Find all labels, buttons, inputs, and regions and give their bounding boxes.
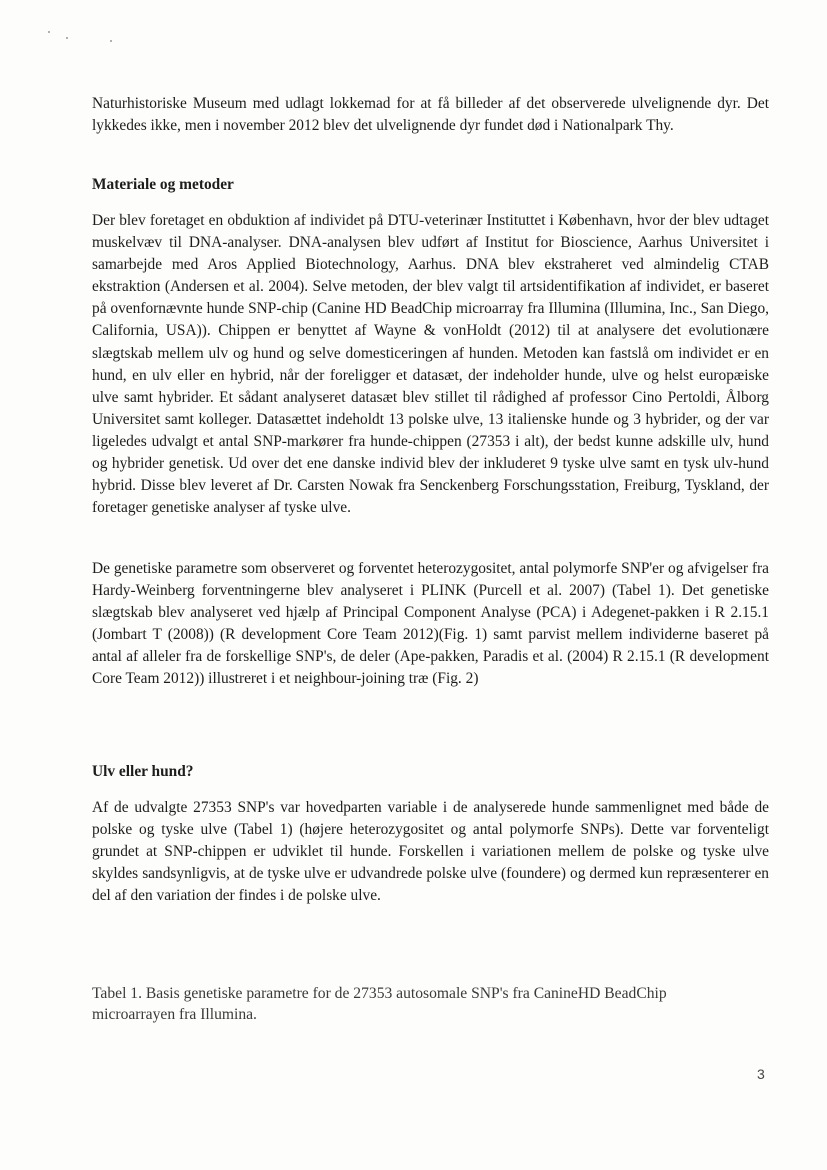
table-caption: Tabel 1. Basis genetiske parametre for de 27353 autosomale SNP's fra CanineHD BeadChip microarrayen fra Illumina. (92, 985, 667, 1023)
methods-paragraph-2-block (92, 558, 769, 691)
intro-paragraph: Naturhistoriske Museum med udlagt lokkemad for at få billeder af det observerede ulvelignende dyr. Det lykkedes ikke, men i november 2012 blev det ulvelignende dyr fundet død i Nationalpark Thy. (92, 95, 769, 135)
page-number: 3 (757, 1066, 765, 1082)
methods-heading-block (92, 174, 769, 196)
section-heading-methods: Materiale og metoder (92, 176, 234, 193)
table-caption-block (92, 983, 742, 1025)
scan-speck (110, 40, 112, 42)
scan-speck (66, 37, 68, 39)
section-heading-wolf-or-dog: Ulv eller hund? (92, 763, 194, 780)
scan-speck (48, 31, 50, 33)
wolf-paragraph-block (92, 797, 769, 907)
methods-paragraph-2: De genetiske parametre som observeret og forventet heterozygositet, antal polymorfe SNP'er og afvigelser fra Hardy-Weinberg forventningerne blev analyseret i PLINK (Purcell et al. 2007) (Tabel 1). Det genetiske slægtskab blev analyseret ved hjælp af Principal Component Analyse (PCA) i Adegenet-pakken i R 2.15.1 (Jombart T (2008)) (R development Core Team 2012)(Fig. 1) samt parvist mellem individerne baseret på antal af alleler fra de forskellige SNP's, de deler (Ape-pakken, Paradis et al. (2004) R 2.15.1 (R development Core Team 2012)) illustreret i et neighbour-joining træ (Fig. 2) (92, 560, 769, 688)
wolf-heading-block (92, 761, 769, 783)
wolf-paragraph-1: Af de udvalgte 27353 SNP's var hovedparten variable i de analyserede hunde sammenlignet med både de polske og tyske ulve (Tabel 1) (højere heterozygositet og antal polymorfe SNPs). Dette var forventeligt grundet at SNP-chippen er udviklet til hunde. Forskellen i variationen mellem de polske og tyske ulve skyldes sandsynligvis, at de tyske ulve er udvandrede polske ulve (foundere) og dermed kun repræsenterer en del af den variation der findes i de polske ulve. (92, 799, 769, 905)
intro-block (92, 93, 769, 137)
methods-paragraph-1-block (92, 210, 769, 519)
methods-paragraph-1: Der blev foretaget en obduktion af individet på DTU-veterinær Instituttet i København, hvor der blev udtaget muskelvæv til DNA-analyser. DNA-analysen blev udført af Institut for Bioscience, Aarhus Universitet i samarbejde med Aros Applied Biotechnology, Aarhus. DNA blev ekstraheret ved almindelig CTAB ekstraktion (Andersen et al. 2004). Selve metoden, der blev valgt til artsidentifikation af individet, er baseret på ovenfornævnte hunde SNP-chip (Canine HD BeadChip microarray fra Illumina (Illumina, Inc., San Diego, California, USA)). Chippen er benyttet af Wayne & vonHoldt (2012) til at analysere det evolutionære slægtskab mellem ulv og hund og selve domesticeringen af hunden. Metoden kan fastslå om individet er en hund, en ulv eller en hybrid, når der foreligger et datasæt, der indeholder hunde, ulve og helst europæiske ulve samt hybrider. Et sådant analyseret datasæt blev stillet til rådighed af professor Cino Pertoldi, Ålborg Universitet samt kolleger. Datasættet indeholdt 13 polske ulve, 13 italienske hunde og 3 hybrider, og der var ligeledes udvalgt et antal SNP-markører fra hunde-chippen (27353 i alt), der bedst kunne adskille ulv, hund og hybrider genetisk. Ud over det ene danske individ blev der inkluderet 9 tyske ulve samt en tysk ulv-hund hybrid. Disse blev leveret af Dr. Carsten Nowak fra Senckenberg Forschungsstation, Freiburg, Tyskland, der foretager genetiske analyser af tyske ulve. (92, 212, 769, 517)
